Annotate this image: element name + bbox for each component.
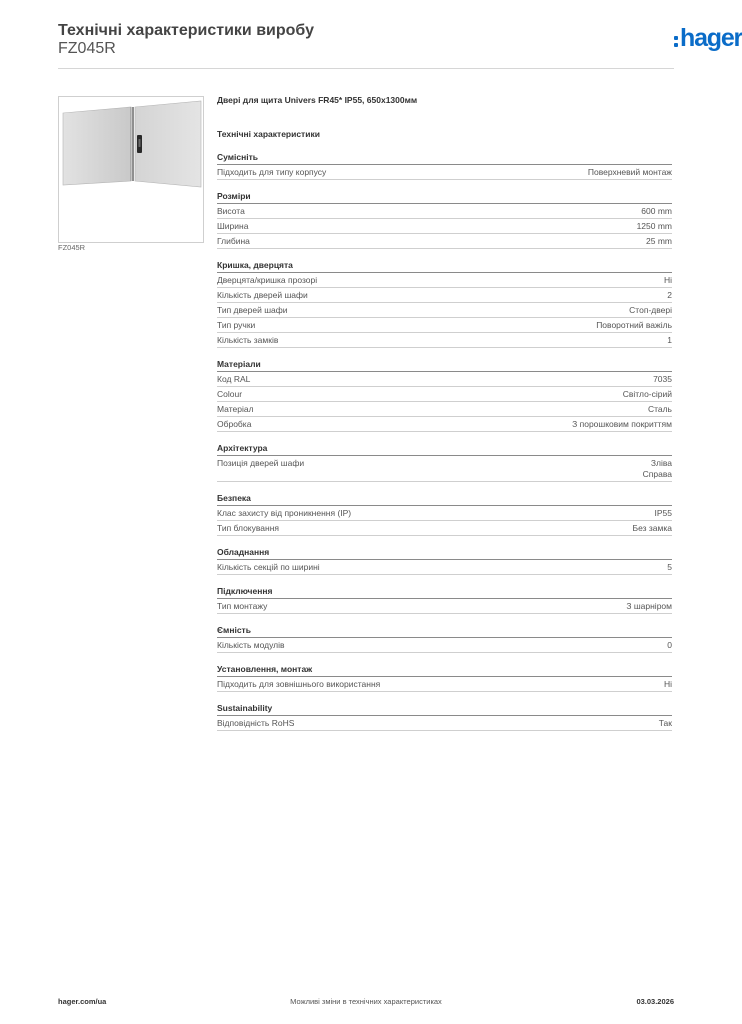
spec-row <box>217 372 672 387</box>
group-title: Підключення <box>217 585 672 599</box>
specifications <box>217 95 672 741</box>
spec-label: Кількість секцій по ширині <box>217 562 320 572</box>
spec-value <box>623 389 672 400</box>
spec-label: Відповідність RoHS <box>217 718 295 728</box>
spec-row <box>217 456 672 482</box>
spec-groups <box>217 151 672 731</box>
spec-value <box>667 290 672 301</box>
spec-value-line: Ні <box>663 275 672 285</box>
spec-label: Ширина <box>217 221 249 231</box>
logo-dots-icon <box>674 36 678 50</box>
spec-value-line: Поворотний важіль <box>596 320 672 330</box>
spec-label: Тип дверей шафи <box>217 305 288 315</box>
group-title: Розміри <box>217 190 672 204</box>
product-code: FZ045R <box>58 40 116 57</box>
spec-value-line: Ні <box>663 679 672 689</box>
spec-value-line: Справа <box>642 469 672 479</box>
spec-label: Клас захисту від проникнення (IP) <box>217 508 352 518</box>
spec-value-line: 600 mm <box>641 206 672 216</box>
spec-value-line: 2 <box>667 290 672 300</box>
tech-title: Технічні характеристики <box>217 129 320 139</box>
spec-group <box>217 259 672 348</box>
product-image <box>58 96 204 243</box>
spec-row <box>217 234 672 249</box>
page-title: Технічні характеристики виробу <box>58 22 314 39</box>
spec-value <box>572 419 672 430</box>
spec-row <box>217 417 672 432</box>
spec-row <box>217 387 672 402</box>
spec-value-line: 25 mm <box>646 236 672 246</box>
spec-label: Тип монтажу <box>217 601 268 611</box>
spec-value-line: IP55 <box>654 508 672 518</box>
spec-value-line: Без замка <box>632 523 672 533</box>
spec-value-line: 0 <box>667 640 672 650</box>
spec-label: Підходить для типу корпусу <box>217 167 327 177</box>
spec-value <box>633 523 672 534</box>
spec-row <box>217 599 672 614</box>
footer-date: 03.03.2026 <box>636 997 674 1006</box>
group-title: Матеріали <box>217 358 672 372</box>
spec-value <box>664 275 672 286</box>
spec-label: Дверцята/кришка прозорі <box>217 275 318 285</box>
group-title: Архітектура <box>217 442 672 456</box>
spec-group <box>217 702 672 731</box>
spec-value <box>653 374 672 385</box>
spec-row <box>217 303 672 318</box>
spec-row <box>217 219 672 234</box>
spec-row <box>217 506 672 521</box>
spec-value-line: Світло-сірий <box>622 389 672 399</box>
spec-value-line: Сталь <box>647 404 672 414</box>
cabinet-doors-image <box>59 97 203 242</box>
group-title: Sustainability <box>217 702 672 716</box>
spec-label: Colour <box>217 389 243 399</box>
spec-label: Кількість модулів <box>217 640 285 650</box>
spec-row <box>217 204 672 219</box>
spec-label: Кількість дверей шафи <box>217 290 308 300</box>
spec-value-line: 5 <box>667 562 672 572</box>
spec-value-line: Зліва <box>650 458 672 468</box>
spec-row <box>217 521 672 536</box>
spec-value <box>646 236 672 247</box>
spec-value <box>643 458 672 480</box>
spec-group <box>217 492 672 536</box>
spec-value-line: З порошковим покриттям <box>572 419 672 429</box>
spec-value <box>648 404 672 415</box>
spec-row <box>217 333 672 348</box>
spec-label: Висота <box>217 206 245 216</box>
group-title: Кришка, дверцята <box>217 259 672 273</box>
footer-website-link[interactable]: hager.com/ua <box>58 997 107 1006</box>
spec-value <box>664 679 672 690</box>
spec-group <box>217 151 672 180</box>
spec-label: Глибина <box>217 236 250 246</box>
spec-group <box>217 663 672 692</box>
spec-value-line: Стоп-двері <box>629 305 672 315</box>
spec-group <box>217 442 672 482</box>
spec-value-line: 7035 <box>653 374 672 384</box>
spec-value-line: 1250 mm <box>636 221 672 231</box>
spec-row <box>217 402 672 417</box>
group-title: Безпека <box>217 492 672 506</box>
spec-row <box>217 560 672 575</box>
spec-value <box>667 562 672 573</box>
spec-row <box>217 318 672 333</box>
spec-group <box>217 190 672 249</box>
product-title: Двері для щита Univers FR45* IP55, 650x1300мм <box>217 95 418 105</box>
image-caption: FZ045R <box>58 243 86 252</box>
spec-row <box>217 165 672 180</box>
spec-label: Кількість замків <box>217 335 279 345</box>
spec-group <box>217 624 672 653</box>
footer-notice: Можливі зміни в технічних характеристиках <box>290 997 442 1006</box>
spec-label: Підходить для зовнішнього використання <box>217 679 381 689</box>
group-title: Ємність <box>217 624 672 638</box>
group-title: Сумісніть <box>217 151 672 165</box>
spec-value <box>588 167 672 178</box>
spec-label: Матеріал <box>217 404 254 414</box>
spec-value <box>667 640 672 651</box>
spec-value <box>667 335 672 346</box>
spec-row <box>217 288 672 303</box>
group-title: Установлення, монтаж <box>217 663 672 677</box>
spec-group <box>217 546 672 575</box>
spec-value-line: 1 <box>667 335 672 345</box>
group-title: Обладнання <box>217 546 672 560</box>
spec-label: Тип ручки <box>217 320 256 330</box>
spec-row <box>217 273 672 288</box>
spec-value <box>659 718 672 729</box>
spec-label: Позиція дверей шафи <box>217 458 305 468</box>
spec-group <box>217 358 672 432</box>
spec-group <box>217 585 672 614</box>
spec-value <box>626 601 672 612</box>
spec-label: Код RAL <box>217 374 251 384</box>
spec-value <box>637 221 672 232</box>
spec-row <box>217 638 672 653</box>
spec-label: Тип блокування <box>217 523 280 533</box>
spec-row <box>217 716 672 731</box>
spec-label: Обробка <box>217 419 252 429</box>
spec-value <box>596 320 672 331</box>
spec-value <box>641 206 672 217</box>
page-header <box>58 22 742 69</box>
spec-value-line: Поверхневий монтаж <box>587 167 672 177</box>
spec-value <box>655 508 673 519</box>
spec-row <box>217 677 672 692</box>
logo-text: hager <box>680 24 742 52</box>
spec-value-line: З шарніром <box>626 601 672 611</box>
spec-value <box>629 305 672 316</box>
spec-value-line: Так <box>658 718 672 728</box>
